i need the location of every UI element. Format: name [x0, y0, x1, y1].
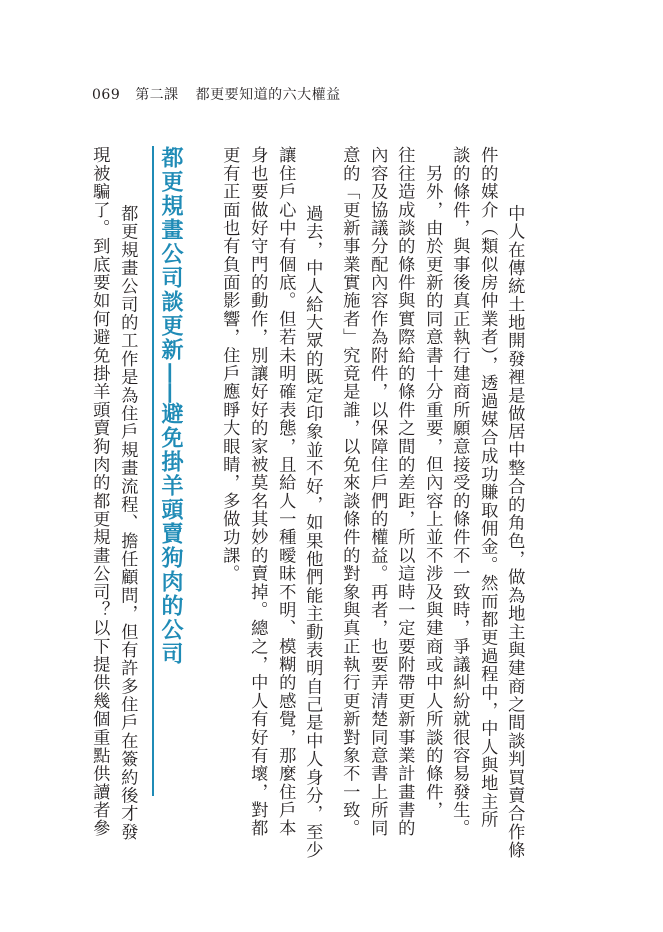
closing-column: 都更規畫公司的工作是為住戶規畫流程、擔任顧問，但有許多住戶在簽約後才發: [117, 186, 138, 841]
closing-column: 現被騙了。到底要如何避免掛羊頭賣狗肉的都更規畫公司？以下提供幾個重點供讀者參: [89, 146, 110, 838]
section-heading-sub: 避免掛羊頭賣狗肉的公司: [158, 402, 184, 666]
section-heading-separator: ——: [158, 362, 184, 402]
body-column: 另外，由於更新的同意書十分重要，但內容上並不涉及與建商或中人所談的條件，: [422, 146, 443, 820]
chapter-label: 第二課: [135, 87, 179, 103]
body-column: 更有正面也有負面影響，住戶應睜大眼睛，多做功課。: [219, 146, 240, 583]
body-column: 過去，中人給大眾的既定印象並不好，如果他們能主動表明自己是中人身分，至少: [302, 186, 323, 860]
running-header: [92, 84, 341, 104]
body-column: 身也要做好守門的動作，別讓好好的家被莫名其妙的賣掉。總之，中人有好有壞，對都: [247, 146, 268, 838]
section-heading-rule: [152, 146, 154, 796]
page-number: 069: [92, 87, 121, 103]
body-column: 中人在傳統土地開發裡是做居中整合的角色，做為地主與建商之間談判買賣合作條: [504, 186, 525, 860]
body-column: 內容及協議分配內容作為附件，以保障住戶們的權益。再者，也要弄清楚同意書上所同: [367, 146, 388, 838]
body-column: 意的「更新事業實施者」究竟是誰，以免來談條件的對象與真正執行更新對象不一致。: [339, 146, 360, 838]
body-column: 往往造成談的條件與實際給的條件之間的差距，所以這時一定要附帶更新事業計畫書的: [394, 146, 415, 838]
body-column: 件的媒介（類似房仲業者），透過媒合成功賺取佣金。然而都更過程中，中人與地主所: [477, 146, 498, 829]
chapter-title: 都更要知道的六大權益: [195, 87, 341, 103]
section-heading-main: 都更規畫公司談更新: [158, 146, 184, 362]
section-heading: [160, 146, 182, 666]
body-column: 讓住戶心中有個底。但若未明確表態，且給人一種曖昧不明、模糊的感覺，那麼住戶本: [275, 146, 296, 838]
body-column: 談的條件，與事後真正執行建商所願意接受的條件不一致時，爭議糾紛就很容易發生。: [449, 146, 470, 838]
